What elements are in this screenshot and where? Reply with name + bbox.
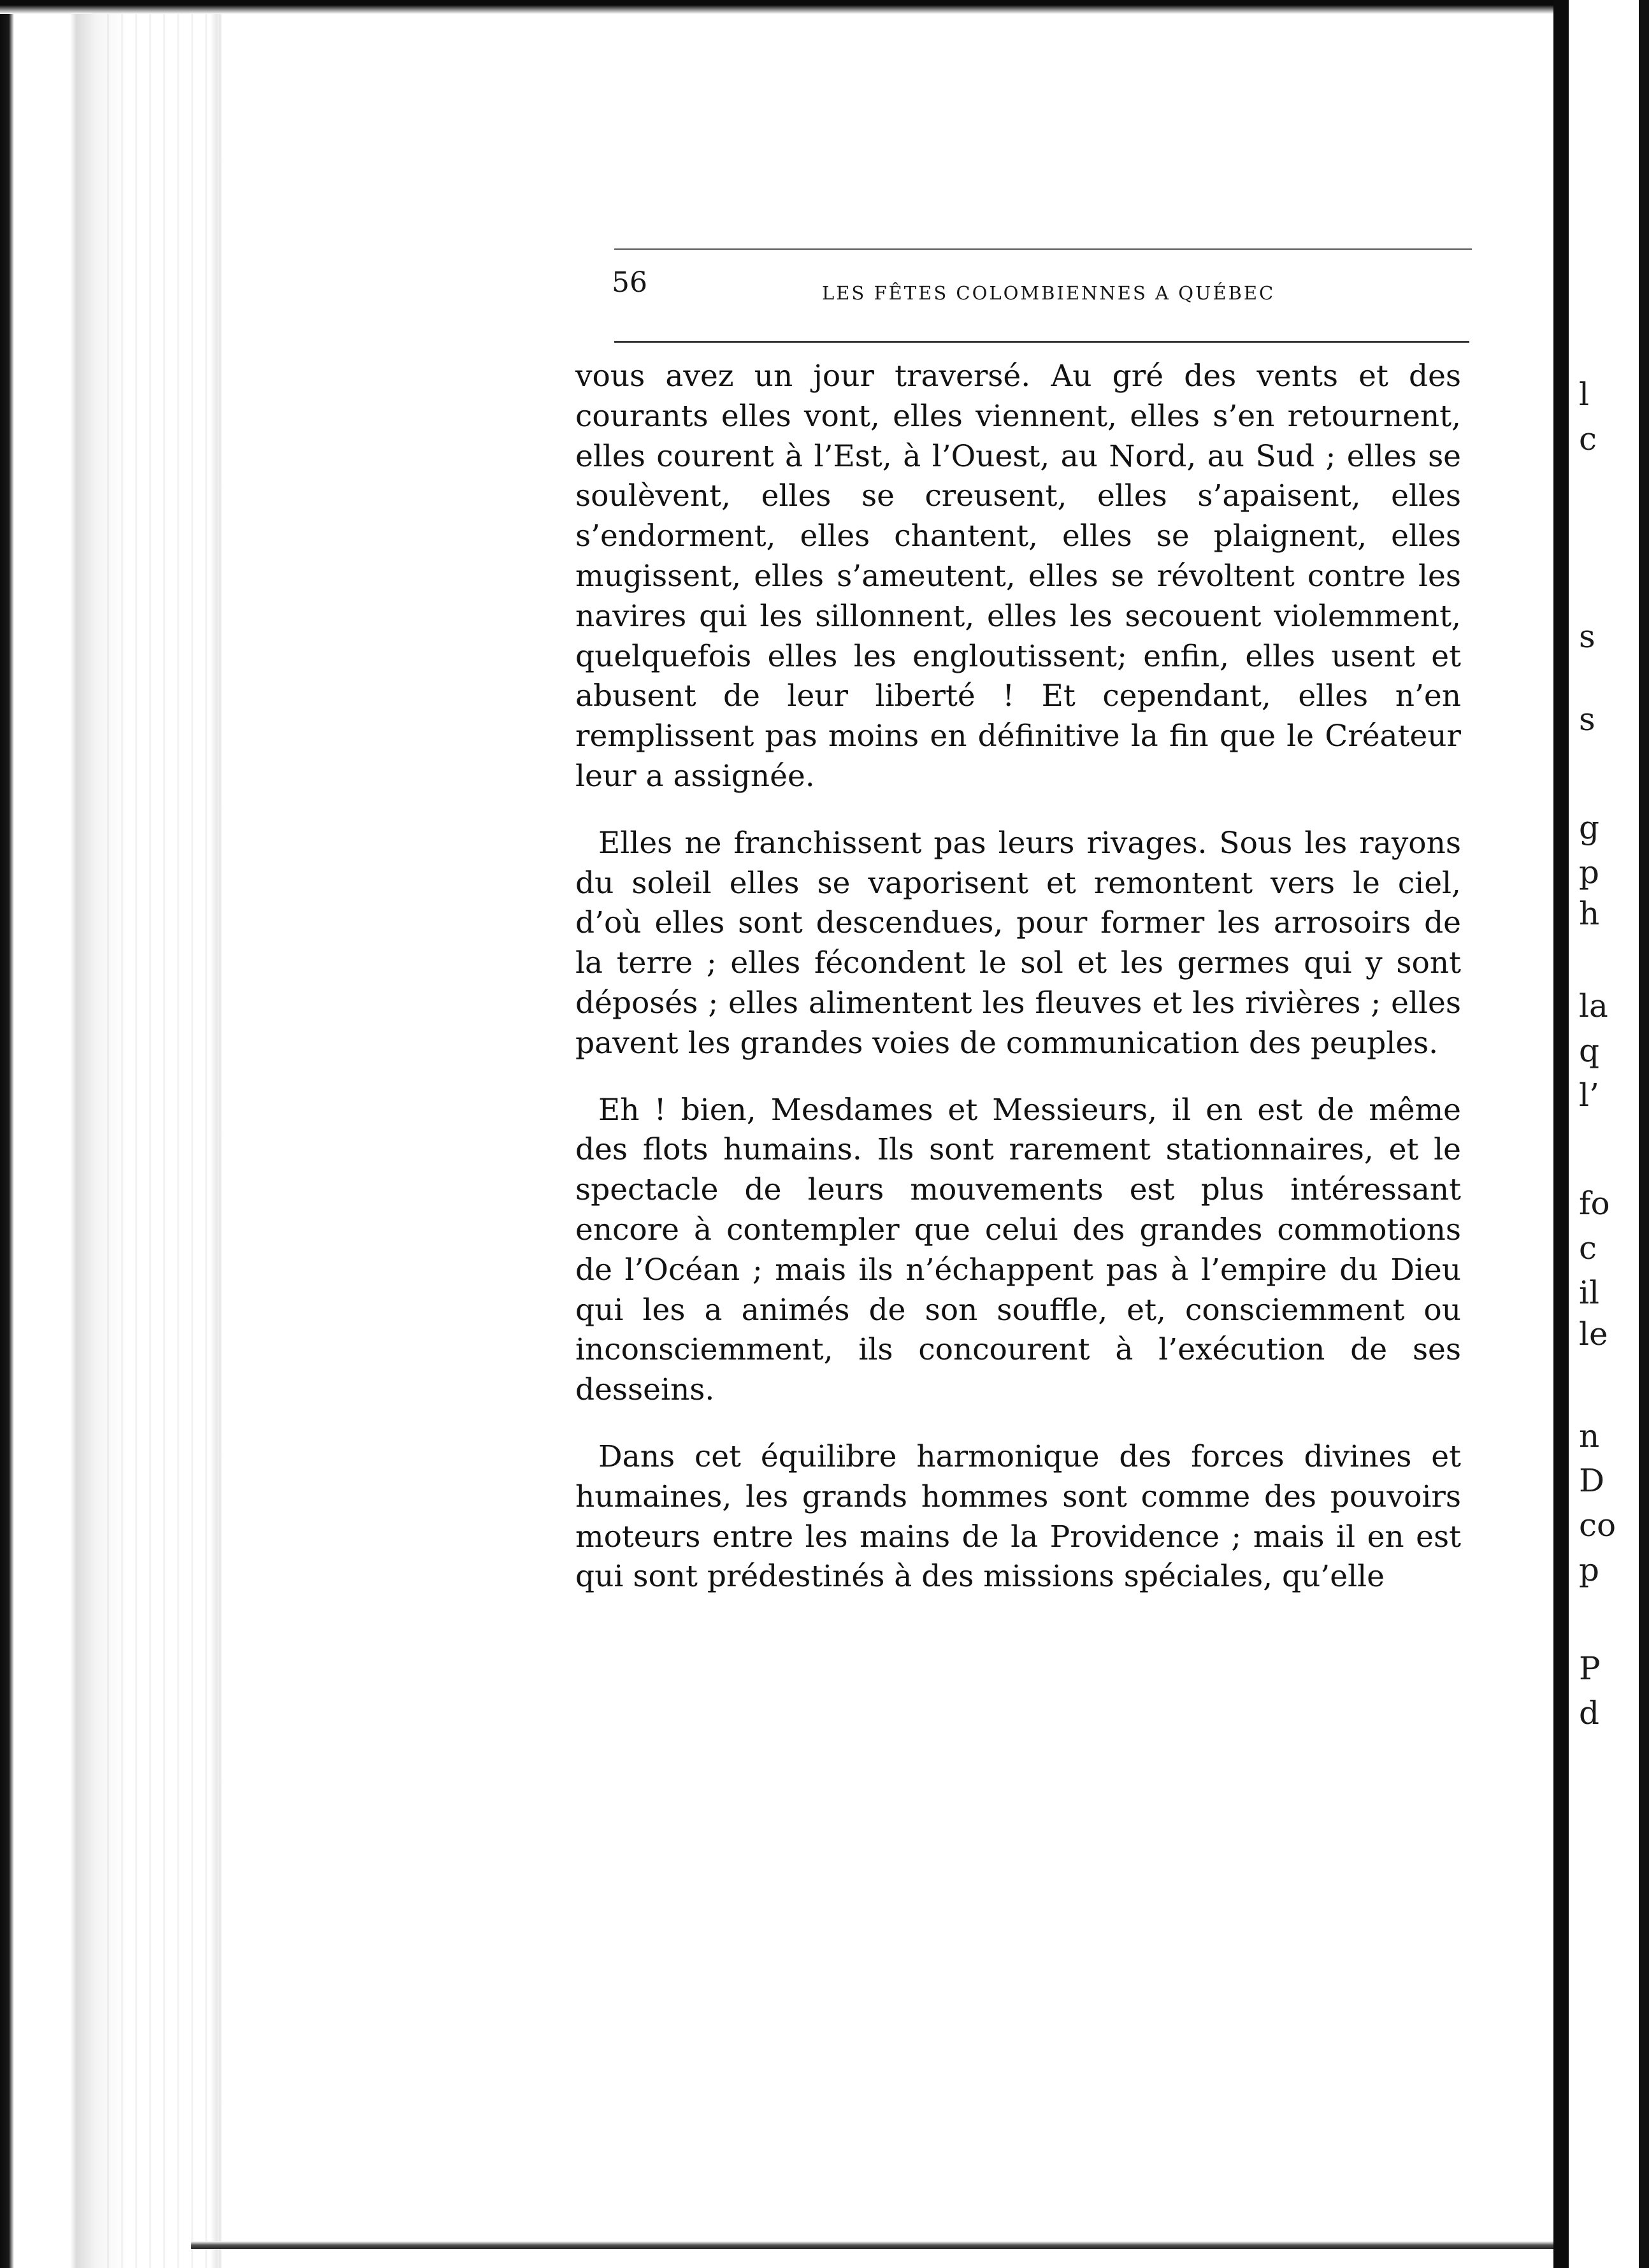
facing-page-fragment: l — [1579, 376, 1589, 413]
facing-page-fragment: d — [1579, 1695, 1600, 1732]
facing-page-fragment: il — [1579, 1274, 1599, 1311]
facing-page-fragment: P — [1579, 1650, 1601, 1687]
facing-page-fragment: h — [1579, 895, 1600, 932]
page-edge-stack — [96, 0, 223, 2268]
facing-page-fragment: c — [1579, 420, 1597, 457]
paragraph: Elles ne franchissent pas leurs rivages. Sous les rayons du soleil elles se vaporisent et remontent vers le ciel, d’où elles sont descendues, pour former les arrosoirs de la terre ; elles fécondent le sol et les germes qui y sont déposés ; elles alimentent les fleuves et les rivières ; elles pavent les grandes voies de communication des peuples. — [575, 825, 1461, 1061]
gutter-divider — [1553, 0, 1569, 2268]
page-number: 56 — [612, 266, 647, 299]
running-title: LES FÊTES COLOMBIENNES A QUÉBEC — [822, 282, 1276, 304]
facing-page-fragments — [1579, 0, 1639, 2268]
facing-page-fragment: le — [1579, 1316, 1608, 1353]
facing-page-fragment: l’ — [1579, 1077, 1599, 1114]
facing-page-fragment: fo — [1579, 1185, 1610, 1222]
facing-page-fragment: n — [1579, 1418, 1600, 1454]
paragraph: Dans cet équilibre harmonique des forces divines et humaines, les grands hommes sont comme des pouvoirs moteurs entre les mains de la Providence ; mais il en est qui sont prédestinés à des missions spéciales, qu’elle — [575, 1439, 1461, 1595]
header-rule-top — [614, 248, 1472, 250]
facing-page-fragment: g — [1579, 809, 1600, 846]
facing-page-fragment: co — [1579, 1507, 1617, 1544]
scan-right-border — [1639, 0, 1649, 2268]
facing-page-fragment: p — [1579, 1551, 1600, 1588]
facing-page-fragment: la — [1579, 987, 1608, 1024]
facing-page-fragment: s — [1579, 701, 1595, 738]
facing-page-fragment: p — [1579, 854, 1600, 891]
scan-top-border — [0, 0, 1649, 14]
facing-page-fragment: D — [1579, 1462, 1605, 1499]
paragraph: vous avez un jour traversé. Au gré des vents et des courants elles vont, elles viennent, elles s’en retournent, elles courent à l’Est, à l’Ouest, au Nord, au Sud ; elles se soulèvent, elles se creusent, elles s’apaisent, elles s’endorment, elles chantent, elles se plaignent, elles mugissent, elles s’ameutent, elles se révoltent contre les navires qui les sillonnent, elles les secouent violemment, quelquefois elles les engloutissent; enfin, elles usent et abusent de leur liberté ! Et cependant, elles n’en remplissent pas moins en définitive la fin que le Créateur leur a assignée. — [575, 359, 1461, 794]
header-rule-bottom — [614, 341, 1469, 343]
facing-page-fragment: s — [1579, 618, 1595, 655]
facing-page-fragment: c — [1579, 1230, 1597, 1267]
body-text — [575, 357, 1461, 1624]
facing-page-fragment: q — [1579, 1032, 1600, 1069]
paragraph: Eh ! bien, Mesdames et Messieurs, il en est de même des flots humains. Ils sont rarement stationnaires, et le spectacle de leurs mouvements est plus intéressant encore à contempler que celui des grandes commotions de l’Océan ; mais ils n’échappent pas à l’empire du Dieu qui les a animés de son souffle, et, consciemment ou inconsciemment, ils concourent à l’exécution de ses desseins. — [575, 1092, 1461, 1408]
scan-bottom-border — [191, 2241, 1553, 2249]
